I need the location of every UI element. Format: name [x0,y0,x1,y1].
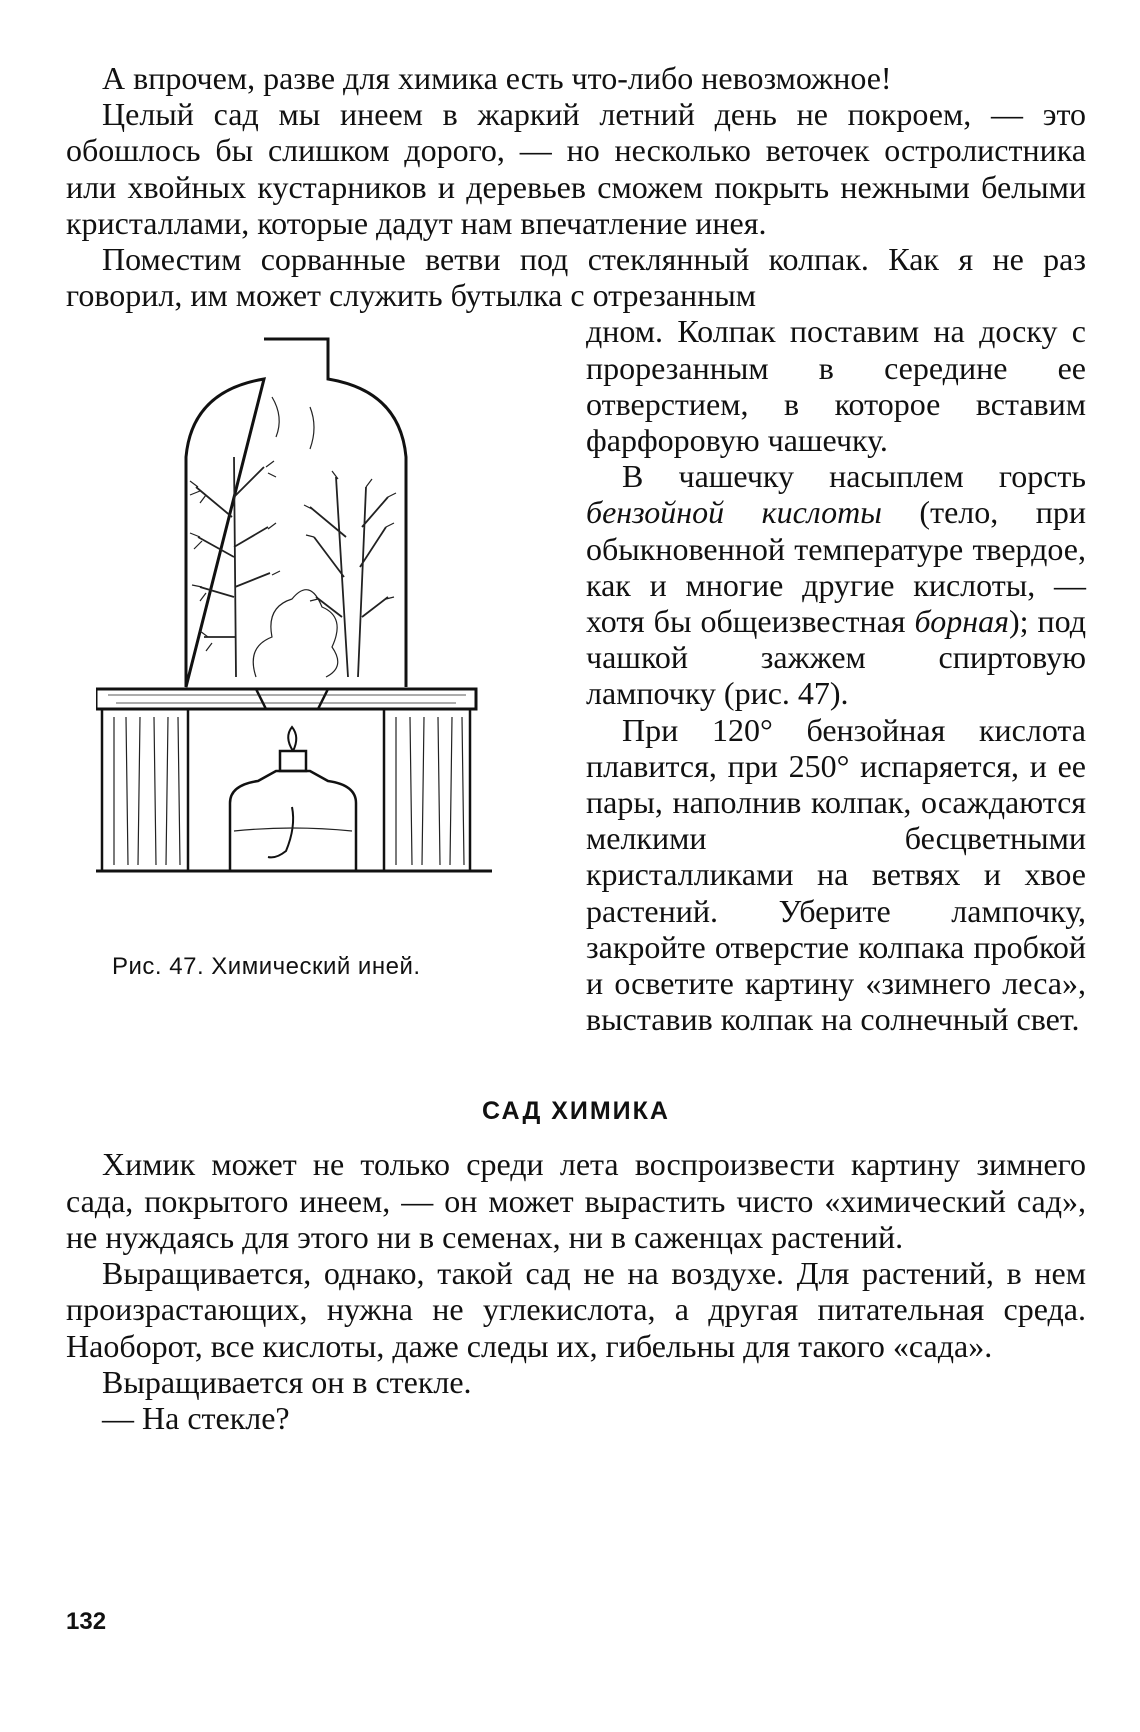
section-heading: САД ХИМИКА [482,1097,670,1126]
text-run: В чашечку насыплем горсть [622,458,1086,495]
italic-term: бензойной кислоты [586,494,882,531]
figure-47 [66,313,556,1045]
text-run: ); под чашкой зажжем спиртовую лампочку (рис. 47). [586,603,1087,712]
paragraph: Целый сад мы инеем в жаркий летний день не покроем, — это обошлось бы слишком дорого, — но несколько веточек остролистника или хвойных кустарников и деревьев сможем покрыть нежными белыми кристаллами, которые дадут нам впечатление инея. [66,96,1086,241]
text-run: дном. Колпак поставим на доску с прорезанным в середине ее отверстием, в которое вставим фарфоровую чашечку. [586,313,1086,459]
page-number: 132 [66,1608,107,1635]
left-leg [102,709,188,871]
porcelain-cup [256,689,328,709]
figure-caption: Рис. 47. Химический иней. [112,953,421,981]
right-leg [384,709,470,871]
chemical-frost-illustration [96,337,546,927]
text-run: (тело, при обыкновенной температуре твердое, как и многие другие кислоты, — хотя бы общеизвестная [586,494,1087,640]
paragraph: Выращивается, однако, такой сад не на воздухе. Для растений, в нем произрастающих, нужна не углекислота, а другая питательная среда. Наоборот, все кислоты, даже следы их, гибельны для такого «сада». [66,1255,1086,1364]
text-run: При 120° бензойная кислота плавится, при 250° испаряется, и ее пары, наполнив колпак, осаждаются мелкими бесцветными кристалликами на ветвях и хвое растений. Уберите лампочку, закройте отверстие колпака пробкой и осветите картину «зимнего леса», выставив колпак на солнечный свет. [586,711,1086,1038]
paragraph: Выращивается он в стекле. [102,1363,472,1400]
wooden-board [96,689,476,709]
paragraph: Поместим сорванные ветви под стеклянный колпак. Как я не раз говорил, им может служить бутылка с отрезанным [66,241,1086,314]
paragraph: А впрочем, разве для химика есть что-либо невозможное! [102,60,892,96]
paragraph: — На стекле? [102,1399,290,1436]
italic-term: борная [914,603,1009,640]
paragraph: Химик может не только среди лета воспроизвести картину зимнего сада, покрытого инеем, — он может вырастить чисто «химический сад», не нуждаясь для этого ни в семенах, ни в саженцах растений. [66,1146,1086,1255]
